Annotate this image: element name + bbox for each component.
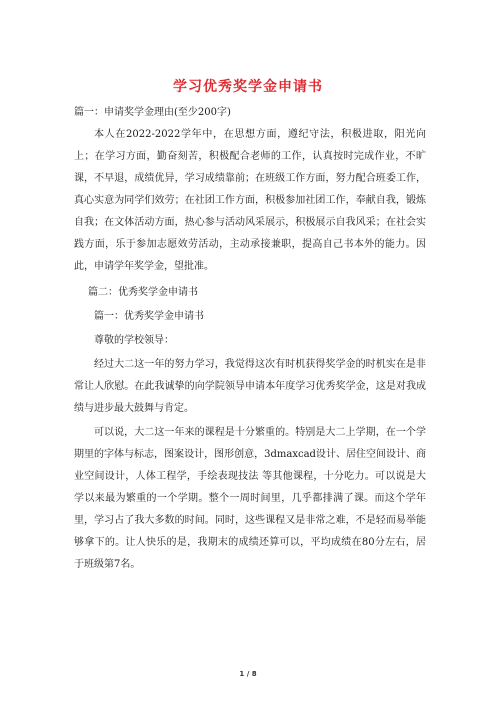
page-number: 1 / 8	[239, 670, 257, 678]
paragraph-3: 可以说，大二这一年来的课程是十分繁重的。特别是大二上学期，在一个学期里的字体与标志，图案设计，图形创意，3dmaxcad设计、居住空间设计、商业空间设计，人体工程学，手绘表现技法 等其他课程，十分吃力。可以说是大学以来最为繁重的一个学期。整个一周时间里，几乎都排满了课。而这个学年里，学习占了我大多数的时间。同时，这些课程又是非常之难，不是轻而易举能够拿下的。让人快乐的是，我期末的成绩还算可以，平均成绩在80分左右，居于班级第7名。	[74, 427, 426, 570]
subsection-heading: 篇一：优秀奖学金申请书	[94, 311, 204, 322]
section-heading-1: 篇一：申请奖学金理由(至少200字)	[74, 107, 231, 118]
section-heading-2: 篇二：优秀奖学金申请书	[88, 287, 198, 298]
paragraph-1: 本人在2022-2022学年中，在思想方面，遵纪守法，积极进取，阳光向上；在学习方面，勤奋刻苦，积极配合老师的工作，认真按时完成作业，不旷课，不早退，成绩优异，学习成绩靠前；在班级工作方面，努力配合班委工作，真心实意为同学们效劳；在社团工作方面，积极参加社团工作，奉献自我，锻炼自我；在文体活动方面，热心参与活动风采展示，积极展示自我风采；在社会实践方面，乐于参加志愿效劳活动，主动承接兼职，提高自己书本外的能力。因此，申请学年奖学金，望批准。	[74, 129, 426, 272]
paragraph-2: 经过大二这一年的努力学习，我觉得这次有时机获得奖学金的时机实在是非常让人欣慰。在此我诚挚的向学院领导申请本年度学习优秀奖学金，这是对我成绩与进步最大鼓舞与肯定。	[74, 359, 426, 414]
salutation: 尊敬的学校领导：	[94, 335, 174, 346]
document-title: 学习优秀奖学金申请书	[173, 79, 323, 95]
document-body	[74, 100, 426, 576]
